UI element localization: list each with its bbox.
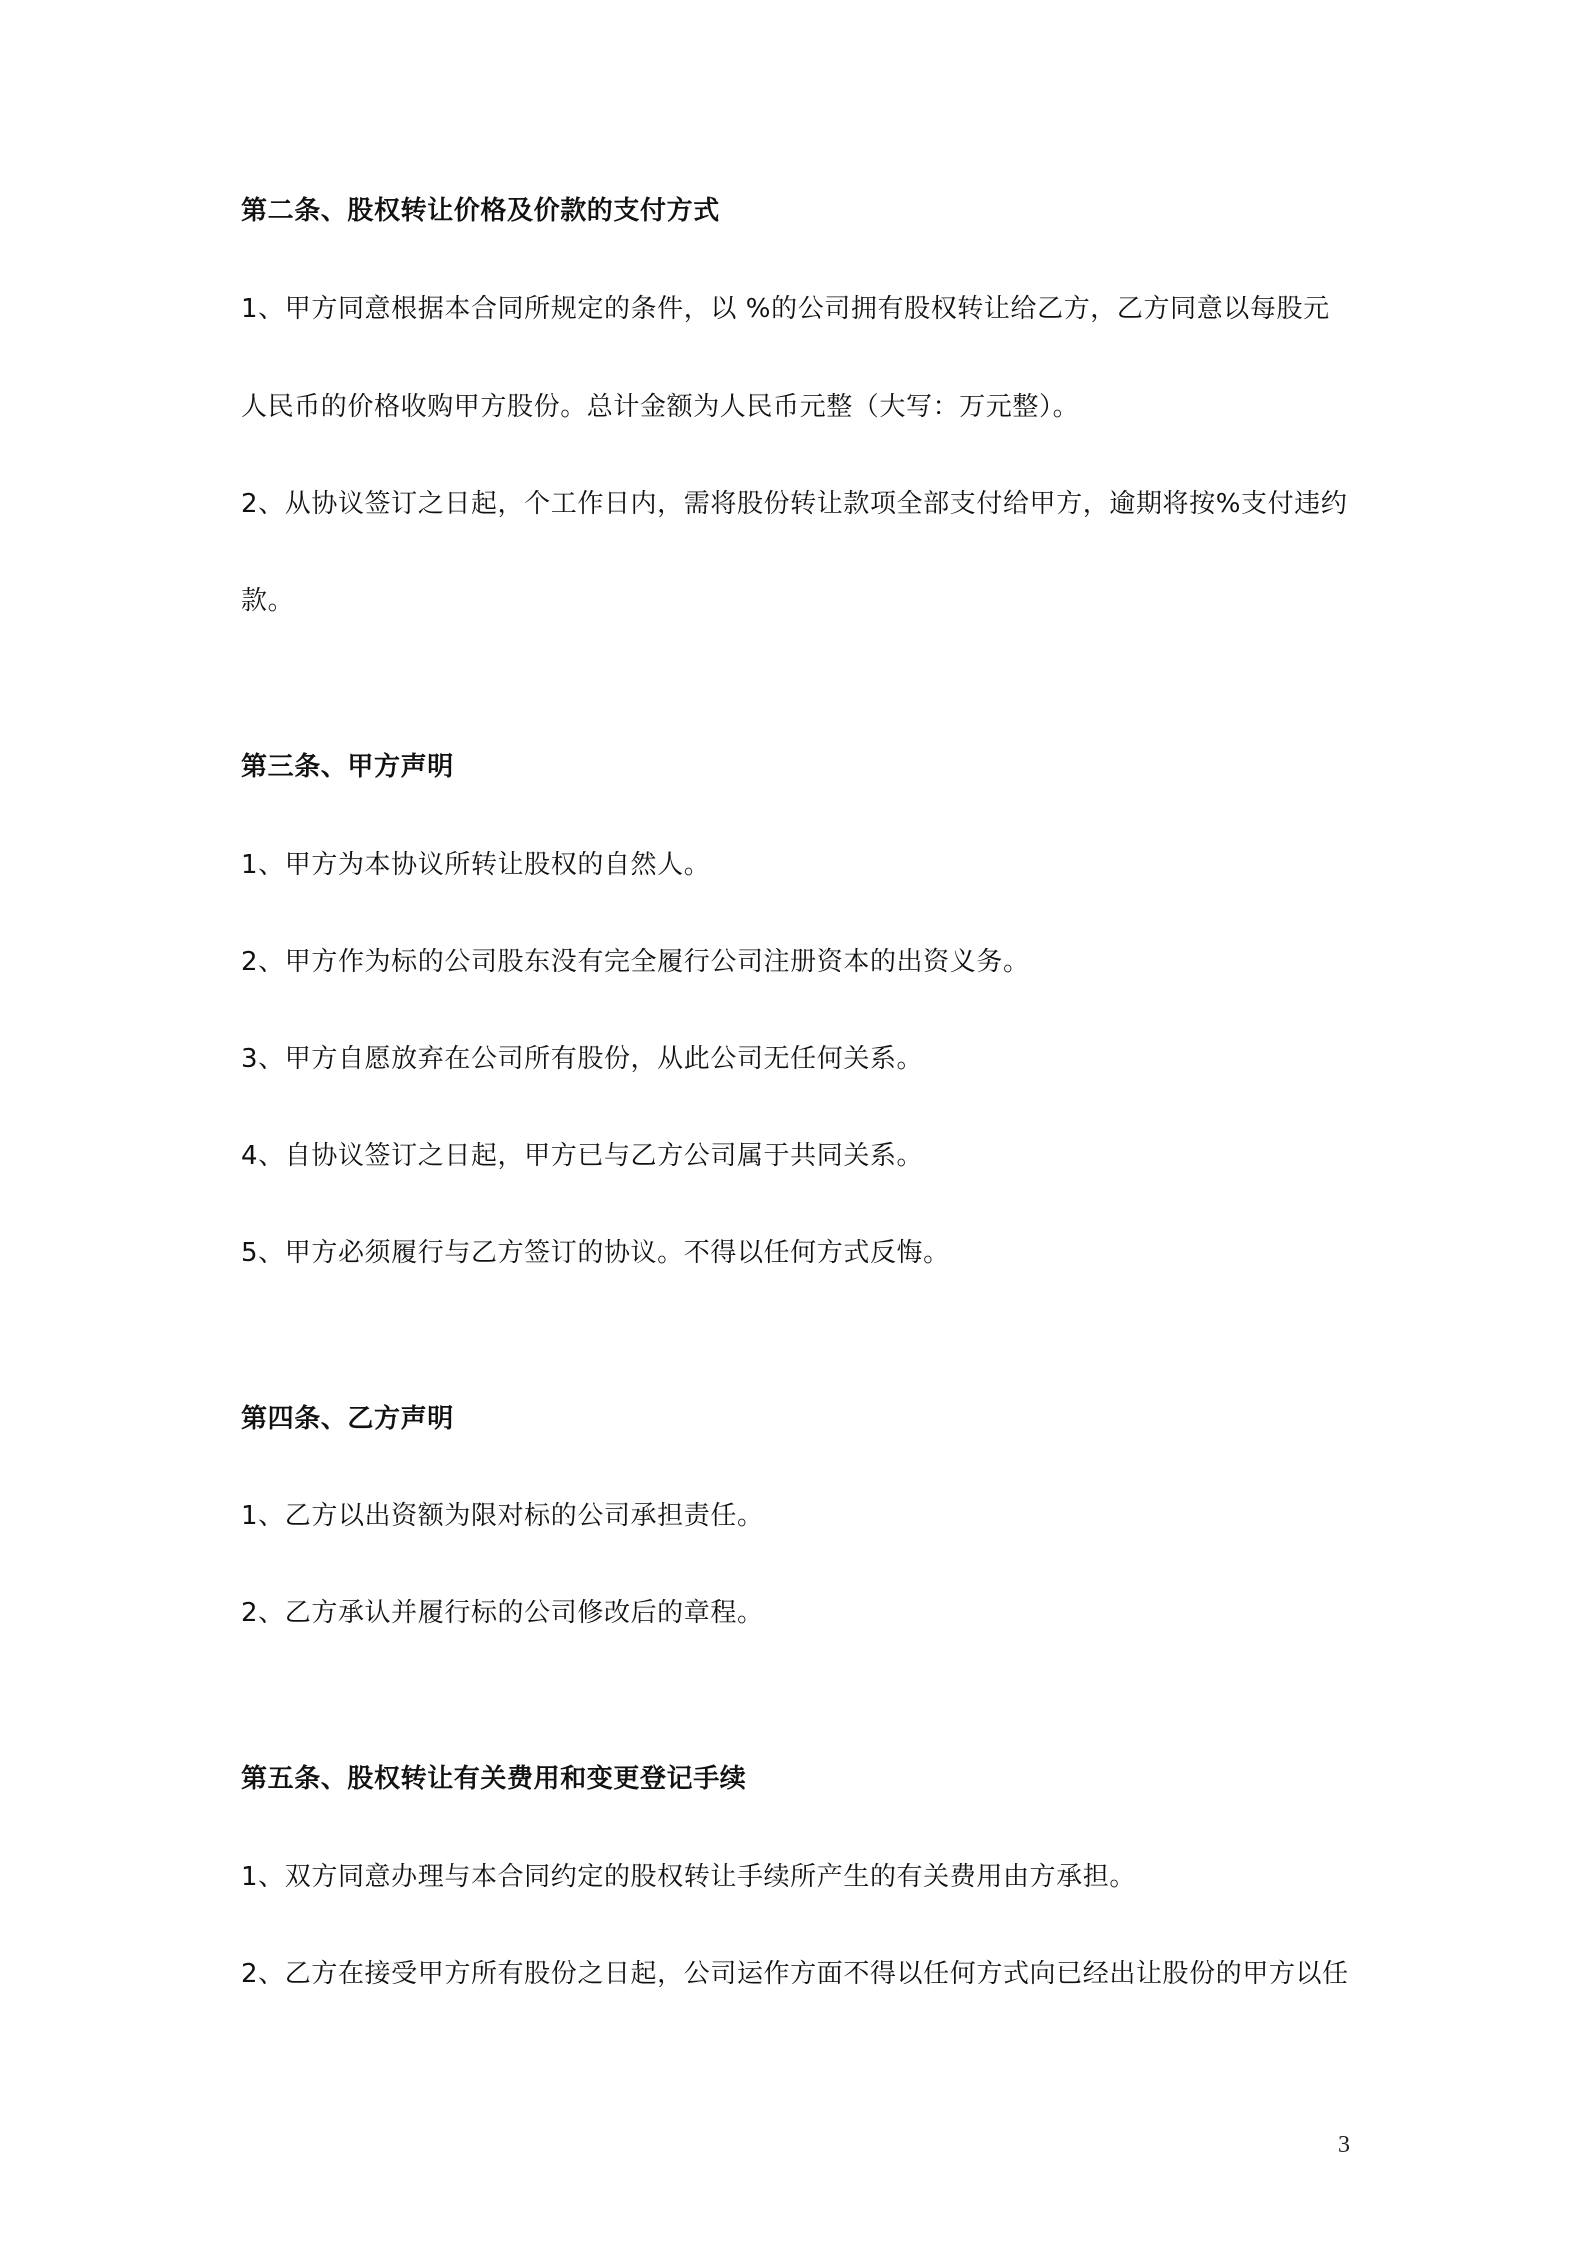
paragraph-line: 3、甲方自愿放弃在公司所有股份，从此公司无任何关系。	[241, 1044, 924, 1074]
paragraph-line: 人民币的价格收购甲方股份。总计金额为人民币元整（大写：万元整）。	[241, 392, 1080, 422]
paragraph-line: 4、自协议签订之日起，甲方已与乙方公司属于共同关系。	[241, 1141, 924, 1171]
paragraph-line: 2、从协议签订之日起，个工作日内，需将股份转让款项全部支付给甲方，逾期将按%支付违约	[241, 489, 1348, 519]
paragraph-line: 款。	[241, 586, 295, 616]
section-heading-article-2: 第二条、股权转让价格及价款的支付方式	[241, 196, 720, 226]
paragraph-line: 5、甲方必须履行与乙方签订的协议。不得以任何方式反悔。	[241, 1238, 950, 1268]
paragraph-line: 1、甲方同意根据本合同所规定的条件，以 %的公司拥有股权转让给乙方，乙方同意以每股元	[241, 294, 1330, 324]
section-heading-article-3: 第三条、甲方声明	[241, 752, 454, 782]
paragraph-line: 1、乙方以出资额为限对标的公司承担责任。	[241, 1501, 764, 1531]
paragraph-line: 2、乙方在接受甲方所有股份之日起，公司运作方面不得以任何方式向已经出让股份的甲方以任	[241, 1959, 1349, 1989]
paragraph-line: 1、甲方为本协议所转让股权的自然人。	[241, 850, 711, 880]
page-number: 3	[1338, 2132, 1350, 2158]
paragraph-line: 2、乙方承认并履行标的公司修改后的章程。	[241, 1598, 764, 1628]
paragraph-line: 1、双方同意办理与本合同约定的股权转让手续所产生的有关费用由方承担。	[241, 1862, 1136, 1892]
section-heading-article-4: 第四条、乙方声明	[241, 1404, 454, 1434]
paragraph-line: 2、甲方作为标的公司股东没有完全履行公司注册资本的出资义务。	[241, 947, 1030, 977]
section-heading-article-5: 第五条、股权转让有关费用和变更登记手续	[241, 1764, 747, 1794]
